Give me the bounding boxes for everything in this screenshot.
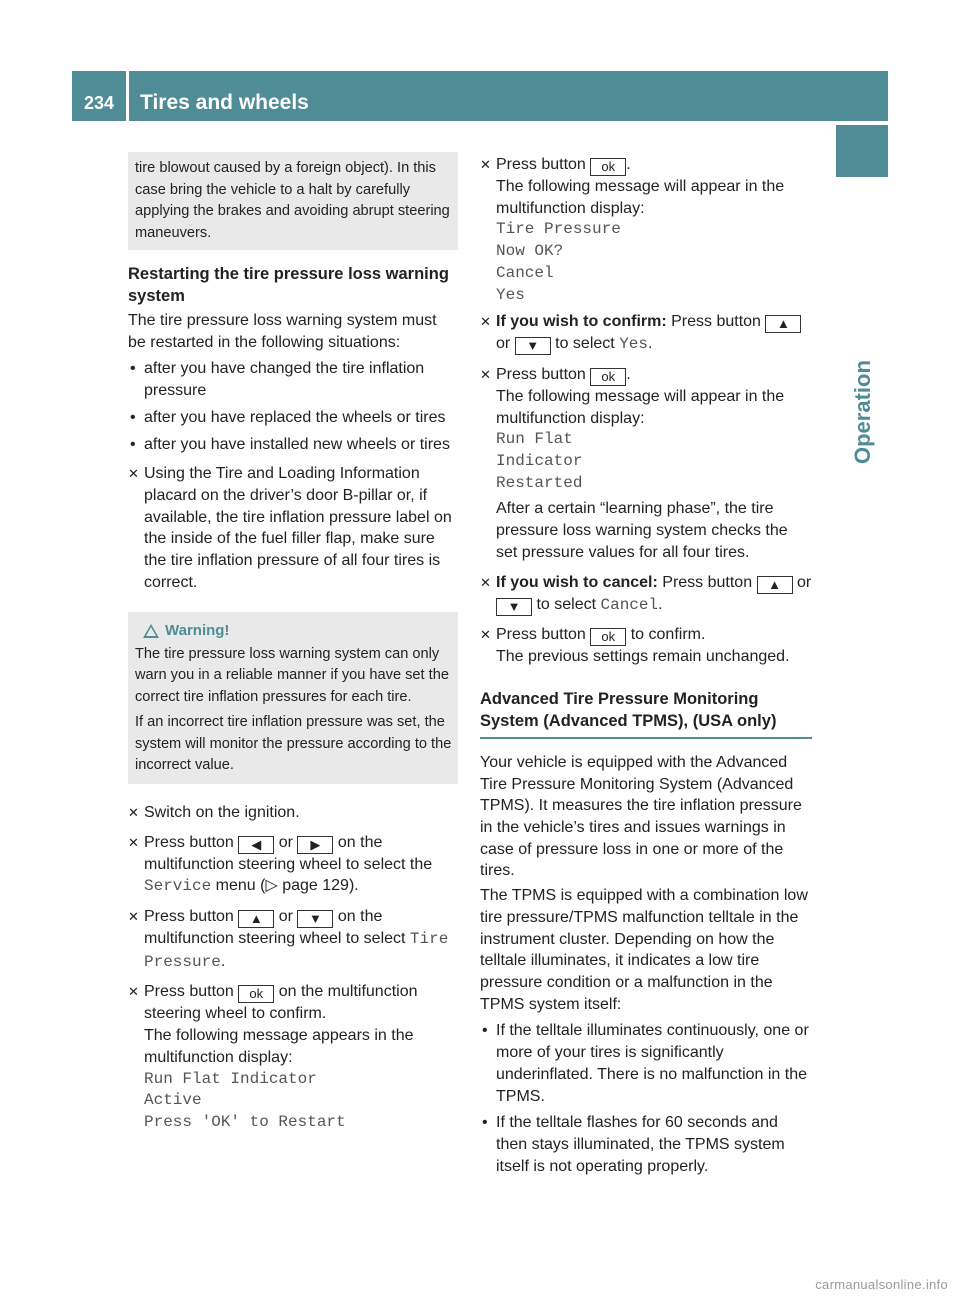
step-arrow-icon: ✕ (480, 627, 491, 643)
display-line: Press 'OK' to Restart (144, 1112, 346, 1131)
step-select-service: ✕ Press button ◀ or ▶ on the multifunction steering wheel to select the Service menu (▷ page 129). (128, 833, 433, 896)
blowout-note-text: tire blowout caused by a foreign object). In this case bring the vehicle to a halt by carefully applying the brakes and avoiding abrupt steering maneuvers. (135, 160, 450, 241)
warning-box (128, 612, 458, 784)
step-arrow-icon: ✕ (128, 804, 139, 820)
step-arrow-icon: ✕ (128, 834, 139, 850)
yes-option-label: Yes (619, 335, 648, 354)
warning-header (135, 620, 452, 642)
ok-key-icon: ok (590, 158, 626, 176)
step-arrow-icon: ✕ (128, 466, 139, 482)
step-confirm-ok: ✕ Press button ok on the multifunction steering wheel to confirm. The following message appears in the multifunction display: Run Flat Indicator Active Press 'OK' to Restart (128, 981, 458, 1133)
step-arrow-icon: ✕ (480, 366, 491, 382)
list-item: • after you have installed new wheels or tires (128, 434, 458, 456)
tpms-heading: Advanced Tire Pressure Monitoring System (Advanced TPMS), (USA only) (480, 688, 812, 739)
left-arrow-key-icon: ◀ (238, 836, 274, 854)
step-ok-2: ✕ Press button ok . The following message will appear in the multifunction display: Run Flat Indicator Restarted After a certain “learning phase”, the tire pressure loss warning system checks the set pressure values for all four tires. (480, 364, 812, 564)
step-confirm-yes: ✕ If you wish to confirm: Press button ▲ or ▼ to select Yes. (480, 311, 812, 356)
tpms-telltale-text: The TPMS is equipped with a combination low tire pressure/TPMS malfunction telltale in the instrument cluster. Depending on how the telltale illuminates, it indicates a low tire pressure condition or a malfunction in the TPMS system itself: (480, 887, 808, 1013)
warning-triangle-icon (143, 624, 159, 638)
restart-heading: Restarting the tire pressure loss warning system (128, 265, 449, 305)
display-line: Run Flat Indicator (144, 1069, 317, 1088)
display-line: Indicator (496, 452, 583, 471)
step-arrow-icon: ✕ (128, 984, 139, 1000)
step-ok-3: ✕ Press button ok to confirm. The previous settings remain unchanged. (480, 626, 790, 666)
list-item: • after you have replaced the wheels or tires (128, 407, 458, 429)
list-item: • If the telltale flashes for 60 seconds and then stays illuminated, the TPMS system itself is not operating properly. (482, 1114, 785, 1175)
display-line: Restarted (496, 473, 583, 492)
step-cancel: ✕ If you wish to cancel: Press button ▲ or ▼ to select Cancel. (480, 573, 812, 614)
bullet-icon: • (130, 360, 136, 378)
page-number: 234 (84, 93, 115, 113)
left-column (128, 152, 458, 1134)
display-line: Yes (496, 285, 525, 304)
down-arrow-key-icon: ▼ (515, 337, 551, 355)
up-arrow-key-icon: ▲ (238, 910, 274, 928)
ok-key-icon: ok (590, 628, 626, 646)
step-placard: ✕ Using the Tire and Loading Information placard on the driver’s door B-pillar or, if available, the tire inflation pressure label on the inside of the fuel filler flap, make sure the tire inflation pressure of all four tires is correct. (128, 465, 452, 591)
step-arrow-icon: ✕ (128, 909, 139, 925)
page-title: Tires and wheels (140, 91, 309, 114)
section-marker (836, 125, 888, 177)
ok-key-icon: ok (238, 985, 274, 1003)
section-tab (840, 220, 886, 490)
bullet-icon: • (482, 1022, 488, 1040)
step-arrow-icon: ✕ (480, 574, 491, 590)
right-column (480, 144, 812, 1177)
step-arrow-icon: ✕ (480, 314, 491, 330)
warning-title: Warning! (165, 622, 230, 640)
ok-key-icon: ok (590, 368, 626, 386)
blowout-note-box (128, 152, 458, 250)
up-arrow-key-icon: ▲ (765, 315, 801, 333)
restart-intro: The tire pressure loss warning system must be restarted in the following situations: (128, 312, 437, 351)
section-tab-label: Operation (850, 360, 875, 464)
display-line: Tire Pressure (496, 220, 621, 239)
warning-text-2: If an incorrect tire inflation pressure was set, the system will monitor the pressure according to the incorrect value. (135, 714, 452, 774)
bullet-icon: • (130, 435, 136, 453)
service-menu-label: Service (144, 877, 212, 896)
display-line: Active (144, 1091, 202, 1110)
tire-pressure-menu-label: Tire Pressure (144, 930, 449, 971)
step-ok-1: ✕ Press button ok . The following message will appear in the multifunction display: Tire Pressure Now OK? Cancel Yes (480, 154, 812, 306)
cancel-option-label: Cancel (600, 595, 659, 614)
list-item: • If the telltale illuminates continuously, one or more of your tires is significantly underinflated. There is no malfunction in the TPMS. (482, 1022, 809, 1105)
bullet-icon: • (130, 408, 136, 426)
step-ignition: ✕ Switch on the ignition. (128, 802, 458, 824)
step-arrow-icon: ✕ (480, 157, 491, 172)
tpms-intro: Your vehicle is equipped with the Advanced Tire Pressure Monitoring System (Advanced TPMS). It measures the tire inflation pressure in the vehicle’s tires and issues warnings in case of pressure loss in one or more of the tires. (480, 753, 802, 880)
display-line: Now OK? (496, 242, 564, 261)
header-separator (126, 71, 129, 121)
down-arrow-key-icon: ▼ (496, 598, 532, 616)
bullet-icon: • (482, 1114, 488, 1132)
display-line: Cancel (496, 263, 554, 282)
list-item: • after you have changed the tire inflation pressure (130, 360, 425, 400)
up-arrow-key-icon: ▲ (757, 576, 793, 594)
watermark: carmanualsonline.info (815, 1277, 948, 1293)
display-line: Run Flat (496, 430, 573, 449)
right-arrow-key-icon: ▶ (297, 836, 333, 854)
step-select-tire-pressure: ✕ Press button ▲ or ▼ on the multifunction steering wheel to select Tire Pressure. (128, 908, 449, 971)
warning-text-1: The tire pressure loss warning system can only warn you in a reliable manner if you have set the correct tire inflation pressures for each tire. (135, 645, 449, 705)
down-arrow-key-icon: ▼ (297, 910, 333, 928)
